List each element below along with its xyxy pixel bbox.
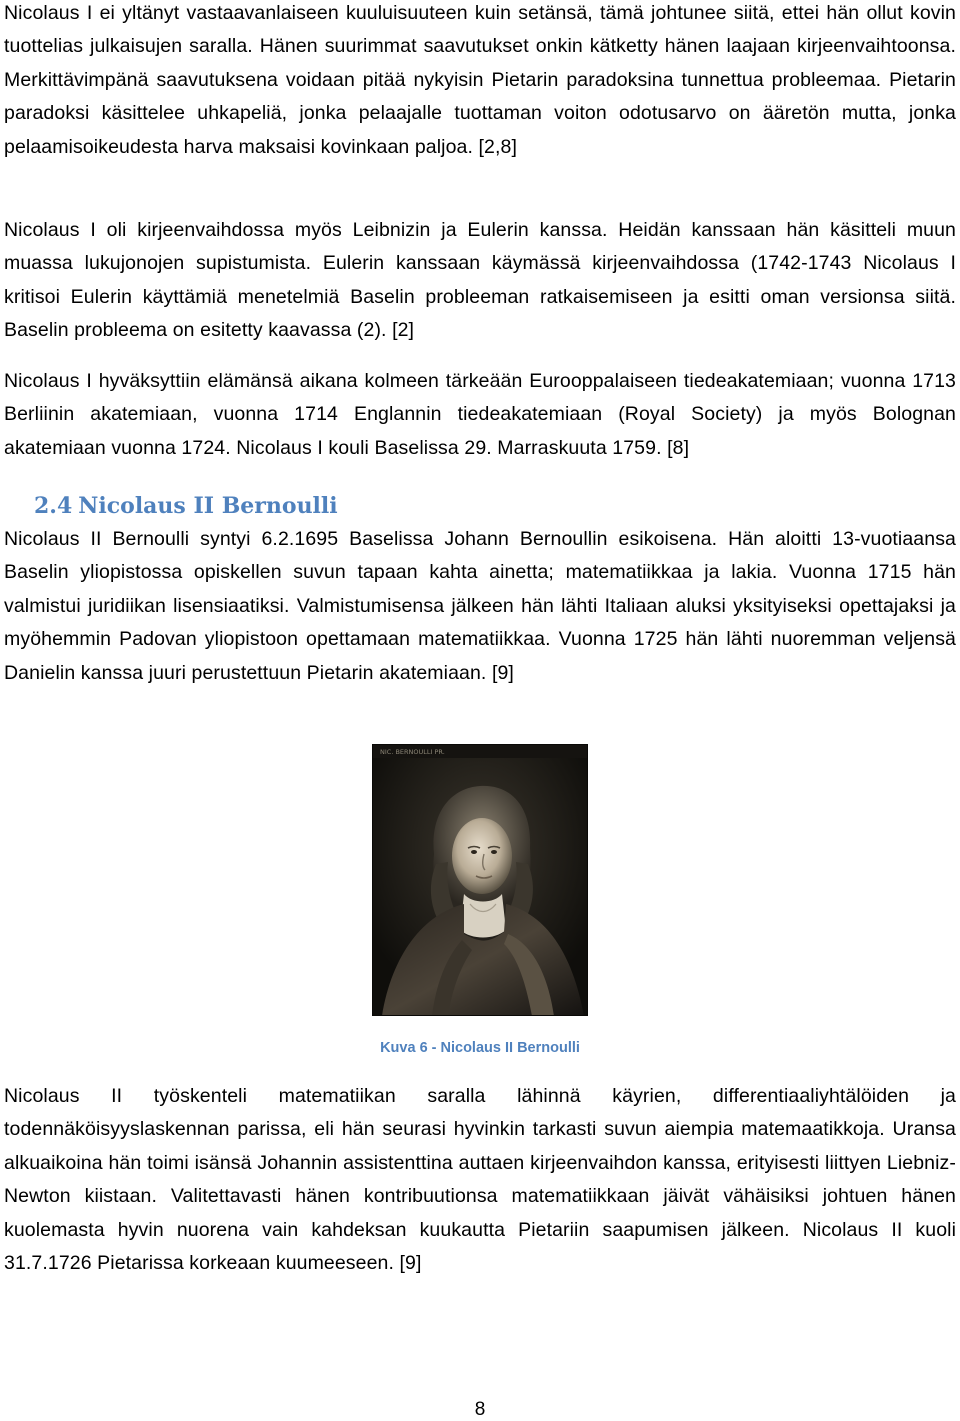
paragraph-nicolaus-ii-work: Nicolaus II työskenteli matematiikan saralla lähinnä käyrien, differentiaaliyhtälöiden ja todennäköisyyslaskennan parissa, eli hän seurasi hyvinkin tarkasti suvun aiempia matemaatikkoja. Uransa alkuaikoina hän toimi isänsä Johannin assistenttina auttaen kirjeenvaihdon kanssa, erityisesti liittyen Liebniz-Newton kiistaan. Valitettavasti hänen kontribuutionsa matematiikkaan jäivät vähäisiksi johtuen hänen kuolemasta hyvin nuorena vain kahdeksan kuukautta Pietariin saapumisen jälkeen. Nicolaus II kuoli 31.7.1726 Pietarissa korkeaan kuumeeseen. [9] (4, 1085, 956, 1275)
section-heading (34, 489, 338, 523)
section-number: 2.4 (34, 493, 73, 519)
figure-caption: Kuva 6 - Nicolaus II Bernoulli (380, 1040, 580, 1056)
paragraph-nicolaus-ii-biography: Nicolaus II Bernoulli syntyi 6.2.1695 Baselissa Johann Bernoullin esikoisena. Hän aloitti 13-vuotiaansa Baselin yliopistossa opiskellen suvun tapaan kahta ainetta; matematiikkaa ja lakia. Vuonna 1715 hän valmistui juridiikan lisensiaatiksi. Valmistumisensa jälkeen hän lähti Italiaan aluksi yksityiseksi opettajaksi ja myöhemmin Padovan yliopistoon opettamaan matematiikkaa. Vuonna 1725 hän lähti nuoremman veljensä Danielin kanssa juuri perustettuun Pietarin akatemiaan. [9] (4, 528, 956, 684)
page-number: 8 (474, 1399, 486, 1420)
paragraph-nicolaus-i-paradox: Nicolaus I ei yltänyt vastaavanlaiseen kuuluisuuteen kuin setänsä, tämä johtunee siitä, ettei hän ollut kovin tuottelias julkaisujen saralla. Hänen suurimmat saavutukset onkin kätketty hänen laajaan kirjeenvaihtoonsa. Merkittävimpänä saavutuksena voidaan pitää nykyisin Pietarin paradoksina tunnettua probleemaa. Pietarin paradoksi käsittelee uhkapeliä, jonka pelaajalle tuottaman voiton odotusarvo on ääretön mutta, jonka pelaamisoikeudesta harva maksaisi kovinkaan paljoa. [2,8] (4, 2, 956, 158)
portrait-image (372, 744, 588, 1016)
section-title: Nicolaus II Bernoulli (78, 493, 338, 519)
paragraph-nicolaus-i-academies: Nicolaus I hyväksyttiin elämänsä aikana kolmeen tärkeään Eurooppalaiseen tiedeakatemiaan; vuonna 1713 Berliinin akatemiaan, vuonna 1714 Englannin tiedeakatemiaan (Royal Society) ja myös Bolognan akatemiaan vuonna 1724. Nicolaus I kouli Baselissa 29. Marraskuuta 1759. [8] (4, 370, 956, 459)
portrait-inscription: NIC. BERNOULLI PR. (380, 748, 445, 756)
paragraph-nicolaus-i-correspondence: Nicolaus I oli kirjeenvaihdossa myös Leibnizin ja Eulerin kanssa. Heidän kanssaan hän käsitteli muun muassa lukujonojen supistumista. Eulerin kanssaan käymässä kirjeenvaihdossa (1742-1743 Nicolaus I kritisoi Eulerin käyttämiä menetelmiä Baselin probleeman ratkaisemiseen ja esitti oman versionsa siitä. Baselin probleema on esitetty kaavassa (2). [2] (4, 219, 956, 342)
portrait-painting (372, 744, 588, 1016)
